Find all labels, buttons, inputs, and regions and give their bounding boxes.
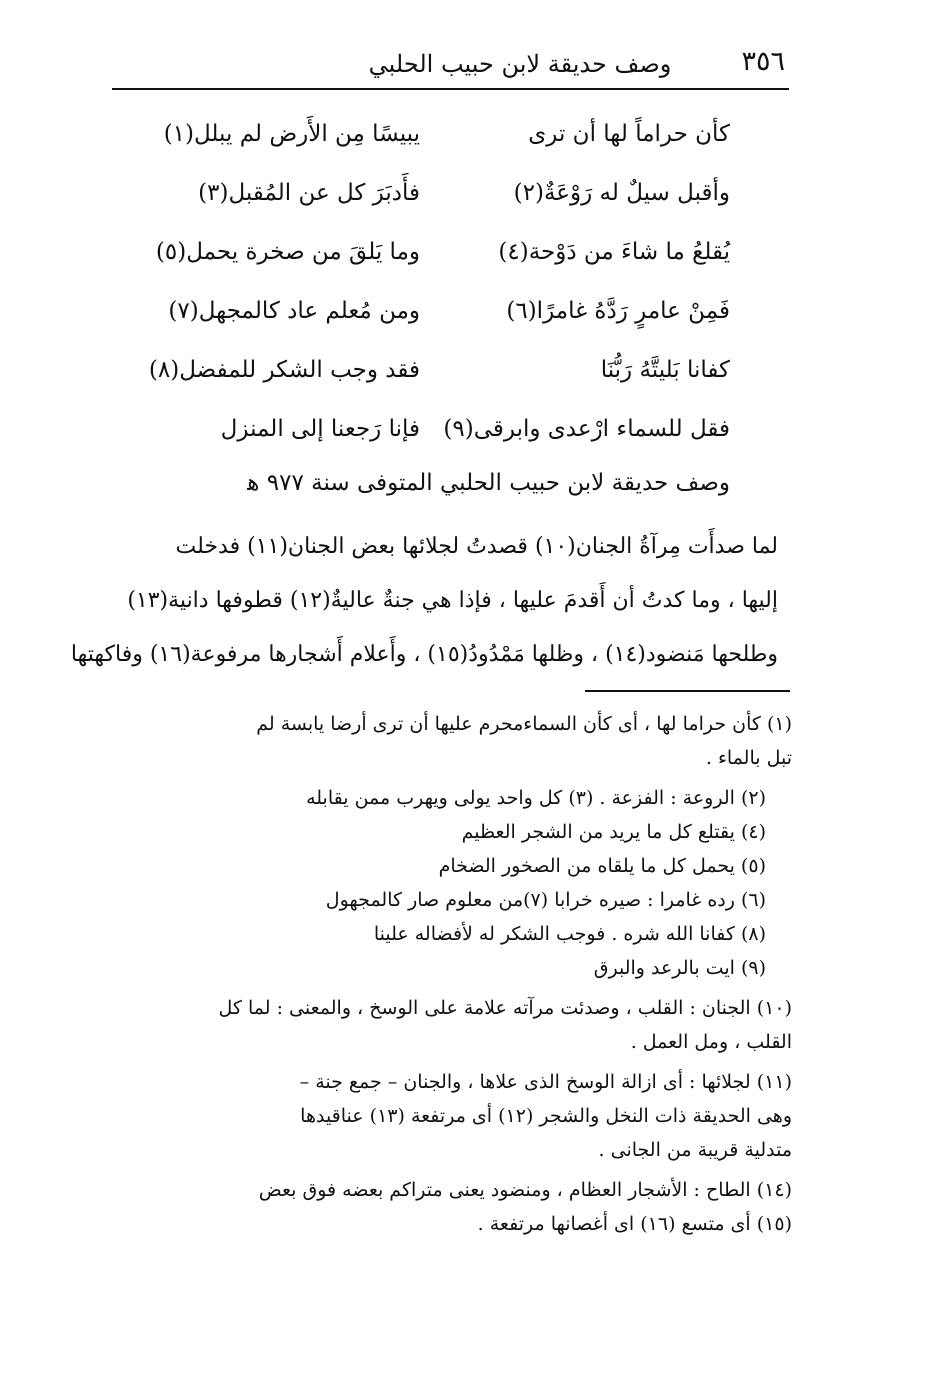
footnote-line: (٢) الروعة : الفزعة . (٣) كل واحد يولى ويهرب ممن يقابله bbox=[306, 787, 766, 809]
footnote-divider bbox=[585, 690, 790, 692]
verse-first-hemistich: كأن حراماً لها أن ترى bbox=[528, 120, 730, 147]
footnote-line: (١٤) الطاح : الأشجار العظام ، ومنضود يعنى متراكم بعضه فوق بعض bbox=[258, 1179, 792, 1201]
verse-second-hemistich: فقد وجب الشكر للمفضل(٨) bbox=[148, 356, 420, 383]
footnote-line: (٥) يحمل كل ما يلقاه من الصخور الضخام bbox=[438, 855, 766, 877]
footnote bbox=[112, 951, 792, 985]
header-divider bbox=[112, 88, 789, 90]
verse-second-hemistich: وما يَلقَ من صخرة يحمل(٥) bbox=[155, 238, 420, 265]
prose-paragraph bbox=[70, 520, 778, 682]
prose-line: لما صدأَت مِرآةُ الجنان(١٠) قصدتُ لجلائها بعض الجنان(١١) فدخلت bbox=[175, 534, 778, 559]
footnote-line: (١) كأن حراما لها ، أى كأن السماءمحرم عليها أن ترى أرضا يابسة لم bbox=[256, 713, 792, 735]
footnote-line: تبل بالماء . bbox=[705, 747, 792, 769]
footnote bbox=[112, 991, 792, 1059]
footnote-line: (٨) كفانا الله شره . فوجب الشكر له لأفضاله علينا bbox=[373, 923, 766, 945]
section-title: وصف حديقة لابن حبيب الحلبي المتوفى سنة ٩٧٧ ﻫ bbox=[247, 470, 730, 496]
footnote-line: (١١) لجلائها : أى ازالة الوسخ الذى علاها ، والجنان – جمع جنة – bbox=[299, 1071, 792, 1093]
verse-second-hemistich: فأَدبَرَ كل عن المُقبل(٣) bbox=[198, 179, 420, 206]
footnote-line: القلب ، ومل العمل . bbox=[630, 1031, 792, 1053]
poem-verse bbox=[150, 340, 730, 399]
prose-line: إليها ، وما كدتُ أن أَقدمَ عليها ، فإذا هي جنةٌ عاليةٌ(١٢) قطوفها دانية(١٣) bbox=[127, 588, 778, 613]
footnote-line: وهى الحديقة ذات النخل والشجر (١٢) أى مرتفعة (١٣) عناقيدها bbox=[300, 1105, 792, 1127]
verse-second-hemistich: فإنا رَجعنا إلى المنزل bbox=[220, 415, 420, 442]
verse-first-hemistich: فقل للسماء ارْعدى وابرقى(٩) bbox=[443, 415, 730, 442]
footnote bbox=[112, 917, 792, 951]
verse-second-hemistich: يبيسًا مِن الأَرض لم يبلل(١) bbox=[163, 120, 420, 147]
footnote bbox=[112, 883, 792, 917]
poem-verse bbox=[150, 222, 730, 281]
footnote bbox=[112, 815, 792, 849]
footnote bbox=[112, 1173, 792, 1241]
poem-verse bbox=[150, 163, 730, 222]
footnote bbox=[112, 781, 792, 815]
poem-verse bbox=[150, 281, 730, 340]
footnote bbox=[112, 849, 792, 883]
verse-second-hemistich: ومن مُعلم عاد كالمجهل(٧) bbox=[168, 297, 420, 324]
footnote-line: (٤) يقتلع كل ما يريد من الشجر العظيم bbox=[461, 821, 766, 843]
footnote-line: (١٥) أى متسع (١٦) اى أغصانها مرتفعة . bbox=[477, 1213, 792, 1235]
footnote bbox=[112, 1065, 792, 1167]
verse-first-hemistich: كفانا بَليتَّهُ رَبُّنَا bbox=[600, 356, 730, 383]
footnote-line: (٦) رده غامرا : صيره خرابا (٧)من معلوم صار كالمجهول bbox=[325, 889, 766, 911]
running-title: وصف حديقة لابن حبيب الحلبي bbox=[368, 50, 672, 78]
page-number: ٣٥٦ bbox=[741, 46, 785, 77]
footnote-line: متدلية قريبة من الجانى . bbox=[598, 1139, 792, 1161]
footnote-line: (١٠) الجنان : القلب ، وصدئت مرآته علامة على الوسخ ، والمعنى : لما كل bbox=[218, 997, 792, 1019]
poem bbox=[150, 104, 730, 458]
poem-verse bbox=[150, 104, 730, 163]
poem-verse bbox=[150, 399, 730, 458]
footnote-line: (٩) ايت بالرعد والبرق bbox=[593, 957, 766, 979]
verse-first-hemistich: فَمِنْ عامرٍ رَدَّهُ غامرًا(٦) bbox=[506, 297, 730, 324]
page-header bbox=[112, 42, 785, 86]
verse-first-hemistich: وأقبل سيلٌ له رَوْعَةٌ(٢) bbox=[513, 179, 730, 206]
verse-first-hemistich: يُقلعُ ما شاءَ من دَوْحة(٤) bbox=[498, 238, 730, 265]
prose-line: وطلحها مَنضود(١٤) ، وظلها مَمْدُودُ(١٥) ، وأَعلام أَشجارها مرفوعة(١٦) وفاكهتها bbox=[70, 642, 778, 667]
footnote bbox=[112, 707, 792, 775]
footnotes bbox=[112, 707, 792, 1247]
